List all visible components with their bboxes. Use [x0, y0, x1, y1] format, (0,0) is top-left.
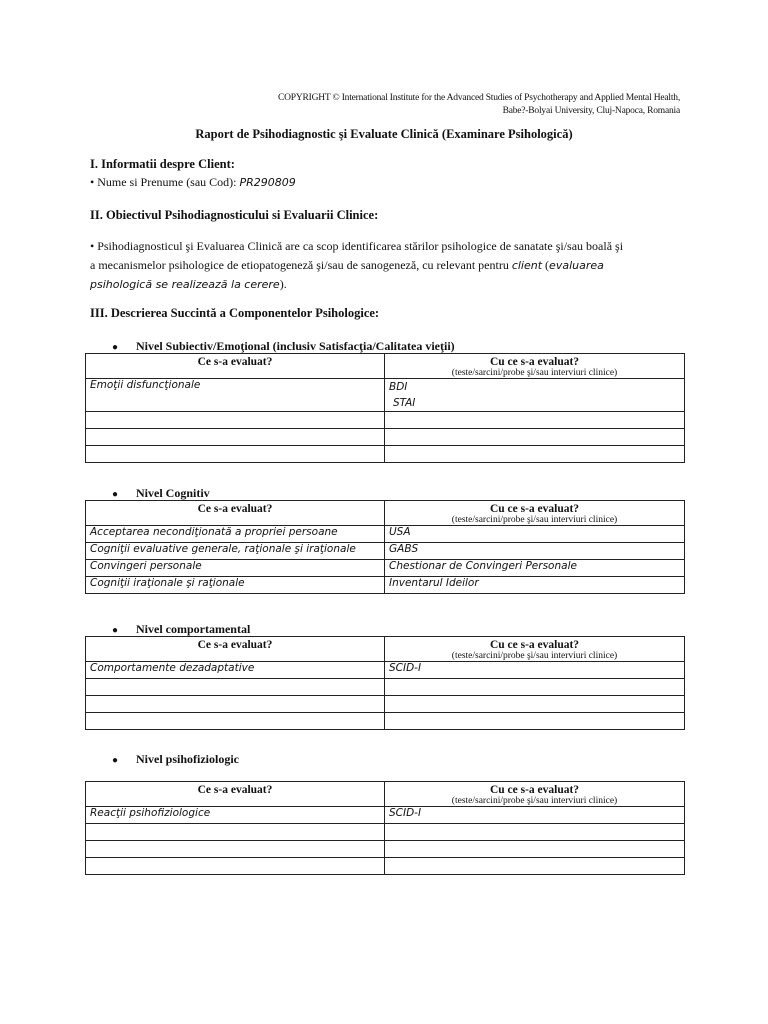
row-what: Cogniţii evaluative generale, raţionale şi iraţionale: [86, 543, 385, 560]
table-row: [86, 679, 685, 696]
level-4-title: Nivel psihofiziologic: [136, 752, 239, 766]
row-what: [86, 429, 385, 446]
bullet-icon: ●: [112, 625, 119, 636]
copyright-notice: [160, 92, 680, 118]
table-row: [86, 526, 685, 543]
level-3-heading: [112, 622, 250, 637]
header-tools-title: Cu ce s-a evaluat?: [489, 356, 580, 368]
level-3-title: Nivel comportamental: [136, 622, 251, 636]
row-tools: [385, 858, 685, 875]
bullet-icon: ●: [112, 342, 119, 353]
row-what: Acceptarea necondiţionată a propriei persoane: [86, 526, 385, 543]
level-1-table: [85, 353, 685, 463]
header-tools-subtitle: (teste/sarcini/probe şi/sau interviuri clinice): [451, 368, 618, 378]
tool-entry: STAI: [393, 397, 416, 409]
level-1-title: Nivel Subiectiv/Emoţional (inclusiv Satisfacţia/Calitatea vieţii): [136, 339, 455, 353]
row-tools: [385, 379, 685, 412]
header-tools: [385, 354, 685, 379]
row-what: Convingeri personale: [86, 560, 385, 577]
section-2-heading: II. Obiectivul Psihodiagnosticului si Evaluarii Clinice:: [90, 208, 379, 222]
level-2-table: [85, 500, 685, 594]
objective-line-2-text: a mecanismelor psihologice de etiopatogeneză şi/sau de sanogeneză, cu relevant pentru: [90, 258, 509, 272]
header-tools-title: Cu ce s-a evaluat?: [489, 639, 580, 651]
header-tools-subtitle: (teste/sarcini/probe şi/sau interviuri clinice): [451, 651, 618, 661]
objective-line-1: • Psihodiagnosticul şi Evaluarea Clinică are ca scop identificarea stărilor psihologice de sanatate şi/sau boală şi: [90, 239, 624, 253]
level-1-heading: [112, 339, 455, 354]
level-4-table: [85, 781, 685, 875]
table-row: [86, 858, 685, 875]
client-word: client: [511, 259, 543, 272]
row-what: [86, 446, 385, 463]
header-what: Ce s-a evaluat?: [86, 354, 385, 379]
header-tools-subtitle: (teste/sarcini/probe şi/sau interviuri clinice): [451, 796, 618, 806]
table-row: [86, 412, 685, 429]
level-2-title: Nivel Cognitiv: [136, 486, 210, 500]
level-3-table: [85, 636, 685, 730]
header-tools: [385, 782, 685, 807]
header-tools: [385, 637, 685, 662]
table-row: [86, 560, 685, 577]
table-row: [86, 429, 685, 446]
level-4-heading: [112, 752, 239, 767]
section-3-heading: III. Descrierea Succintă a Componentelor Psihologice:: [90, 306, 380, 320]
header-what: Ce s-a evaluat?: [86, 637, 385, 662]
row-what: [86, 858, 385, 875]
header-tools-title: Cu ce s-a evaluat?: [489, 503, 580, 515]
header-what: Ce s-a evaluat?: [86, 782, 385, 807]
bullet-icon: ●: [112, 755, 119, 766]
row-what: [86, 713, 385, 730]
row-tools: GABS: [385, 543, 685, 560]
row-what: Comportamente dezadaptative: [86, 662, 385, 679]
table-row: [86, 379, 685, 412]
row-tools: [385, 412, 685, 429]
table-row: [86, 824, 685, 841]
copyright-line-2: Babe?-Bolyai University, Cluj-Napoca, Romania: [502, 106, 680, 116]
header-what: Ce s-a evaluat?: [86, 501, 385, 526]
table-row: [86, 446, 685, 463]
section-1-heading: I. Informatii despre Client:: [90, 157, 235, 171]
evaluation-word: evaluarea: [549, 259, 604, 272]
objective-line-3-end: ).: [279, 277, 287, 291]
table-row: [86, 807, 685, 824]
table-row: [86, 713, 685, 730]
bullet-icon: ●: [112, 489, 119, 500]
table-row: [86, 662, 685, 679]
paren-open: (: [545, 258, 550, 272]
row-tools: SCID-I: [385, 807, 685, 824]
table-row: [86, 841, 685, 858]
row-tools: SCID-I: [385, 662, 685, 679]
objective-line-3-italic: psihologică se realizează la cerere: [90, 278, 280, 291]
row-what: [86, 824, 385, 841]
row-what: Reacţii psihofiziologice: [86, 807, 385, 824]
row-tools: USA: [385, 526, 685, 543]
row-tools: [385, 696, 685, 713]
objective-paragraph: [90, 237, 679, 294]
table-header-row: [86, 501, 685, 526]
copyright-line-1: COPYRIGHT © International Institute for the Advanced Studies of Psychotherapy and Applied Mental Health,: [277, 93, 680, 103]
table-row: [86, 696, 685, 713]
objective-line-3: [90, 275, 679, 294]
document-title: Raport de Psihodiagnostic şi Evaluate Clinică (Examinare Psihologică): [195, 127, 573, 141]
table-header-row: [86, 354, 685, 379]
row-what: [86, 412, 385, 429]
table-header-row: [86, 782, 685, 807]
row-tools: Chestionar de Convingeri Personale: [385, 560, 685, 577]
row-tools: [385, 429, 685, 446]
objective-line-2: [90, 256, 679, 275]
row-what: Emoţii disfuncţionale: [86, 379, 385, 412]
row-what: [86, 679, 385, 696]
row-tools: [385, 824, 685, 841]
level-2-heading: [112, 486, 210, 501]
client-code-value: PR290809: [239, 176, 296, 189]
header-tools-subtitle: (teste/sarcini/probe şi/sau interviuri clinice): [451, 515, 618, 525]
row-tools: [385, 713, 685, 730]
row-what: [86, 841, 385, 858]
row-tools: Inventarul Ideilor: [385, 577, 685, 594]
row-what: Cogniţii iraţionale şi raţionale: [86, 577, 385, 594]
table-row: [86, 577, 685, 594]
table-row: [86, 543, 685, 560]
row-tools: [385, 841, 685, 858]
row-tools: [385, 446, 685, 463]
header-tools: [385, 501, 685, 526]
client-name-label: • Nume si Prenume (sau Cod):: [90, 175, 237, 189]
client-name-line: [90, 175, 296, 190]
header-tools-title: Cu ce s-a evaluat?: [489, 784, 580, 796]
table-header-row: [86, 637, 685, 662]
tool-entry: BDI: [389, 381, 408, 393]
row-tools: [385, 679, 685, 696]
row-what: [86, 696, 385, 713]
